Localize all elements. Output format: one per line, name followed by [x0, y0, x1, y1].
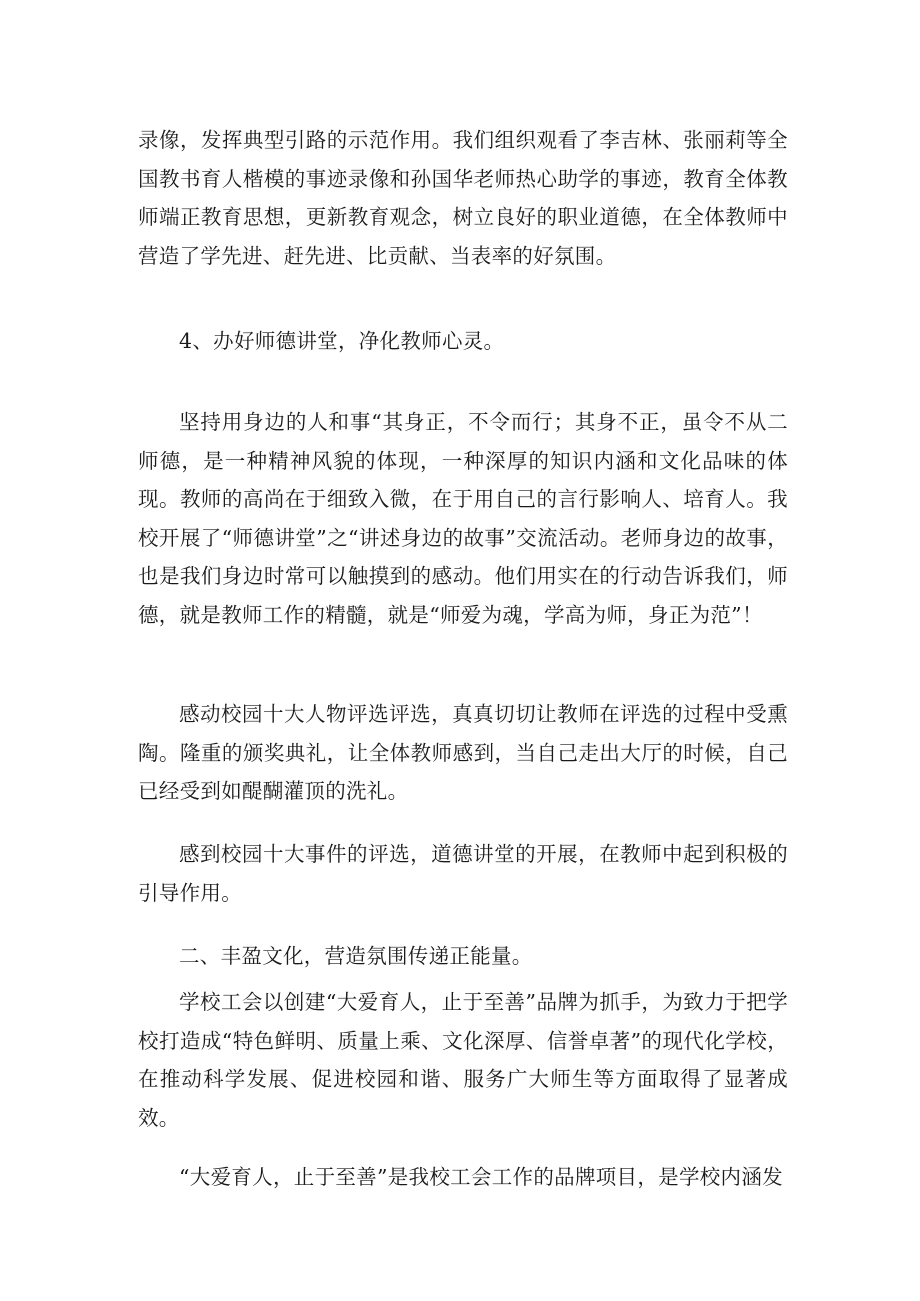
paragraph-top-ten-events: 感到校园十大事件的评选，道德讲堂的开展，在教师中起到积极的引导作用。 — [138, 842, 788, 905]
paragraph-top-ten-people: 感动校园十大人物评选评选，真真切切让教师在评选的过程中受熏陶。隆重的颁奖典礼，让全体教师感到，当自己走出大厅的时候，自己已经受到如醍醐灌顶的洗礼。 — [138, 702, 788, 803]
paragraph-union-brand: 学校工会以创建“大爱育人，止于至善”品牌为抓手，为致力于把学校打造成“特色鲜明、质量上乘、文化深厚、信誉卓著”的现代化学校，在推动科学发展、促进校园和谐、服务广大师生等方面取得了显著成效。 — [138, 990, 788, 1130]
section-heading-ethics-lecture: 4、办好师德讲堂，净化教师心灵。 — [179, 329, 505, 353]
paragraph-brand-project: “大爱育人，止于至善”是我校工会工作的品牌项目，是学校内涵发 — [179, 1165, 783, 1189]
paragraph-ethics-lecture: 坚持用身边的人和事“其身正，不令而行；其身不正，虽令不从二师德，是一种精神风貌的体现，一种深厚的知识内涵和文化品味的体现。教师的高尚在于细致入微，在于用自己的言行影响人、培育人。我校开展了“师德讲堂”之“讲述身边的故事”交流活动。老师身边的故事，也是我们身边时常可以触摸到的感动。他们用实在的行动告诉我们，师德，就是教师工作的精髓，就是“师爱为魂，学高为师，身正为范”！ — [138, 410, 788, 627]
section-heading-culture: 二、丰盈文化，营造氛围传递正能量。 — [179, 944, 533, 968]
paragraph-video-models: 录像，发挥典型引路的示范作用。我们组织观看了李吉林、张丽莉等全国教书育人楷模的事迹录像和孙国华老师热心助学的事迹，教育全体教师端正教育思想，更新教育观念，树立良好的职业道德，在全体教师中营造了学先进、赶先进、比贡献、当表率的好氛围。 — [138, 128, 788, 268]
